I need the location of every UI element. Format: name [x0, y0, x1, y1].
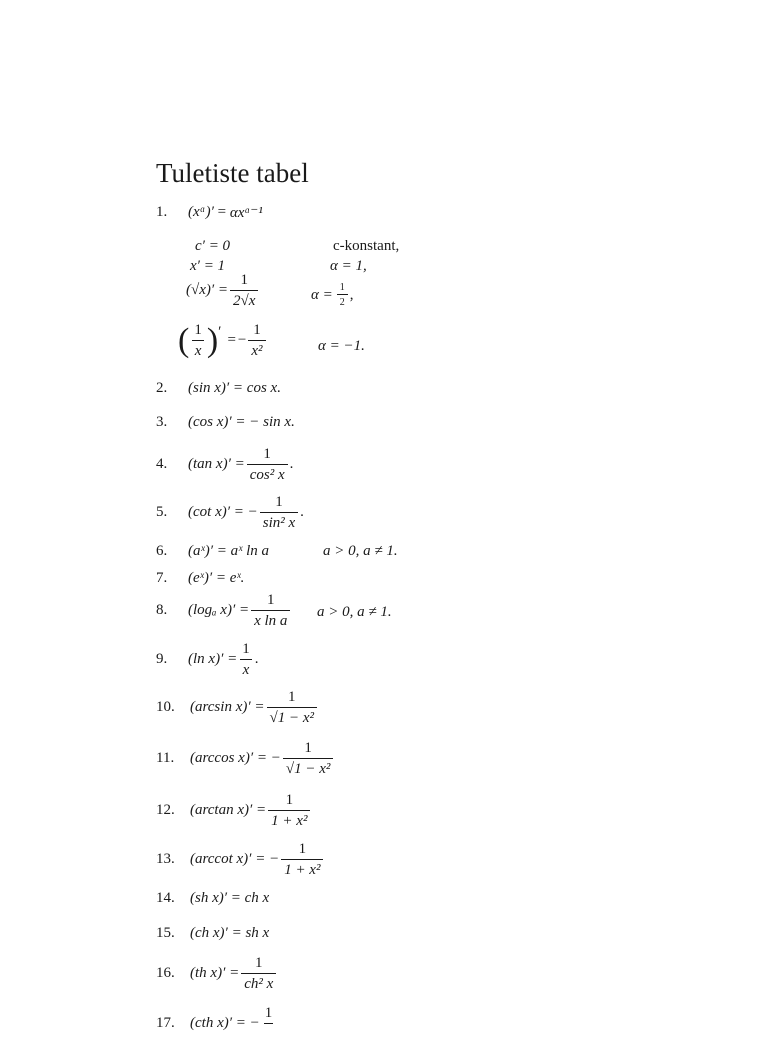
numerator: 1: [272, 494, 286, 512]
formula-lhs: (logₐ x)′ =: [188, 602, 249, 619]
formula-lhs: (tan x)′ =: [188, 456, 245, 473]
numerator: 1: [237, 272, 251, 290]
formula-lhs: (√x)′ =: [186, 282, 228, 299]
formula-row-3: [156, 414, 295, 431]
item-number: 11.: [156, 750, 190, 767]
item-number: 15.: [156, 925, 190, 942]
formula-tail: .: [290, 456, 294, 473]
formula-row-8-condition: [317, 604, 392, 621]
item-number: 6.: [156, 543, 188, 560]
formula-rhs: αxᵅ⁻¹: [230, 203, 263, 222]
denominator: ch² x: [241, 973, 276, 993]
left-paren: (: [178, 324, 189, 358]
formula-lhs: x′ = 1: [190, 258, 225, 274]
condition-text: a > 0, a ≠ 1.: [323, 543, 398, 560]
denominator: x: [240, 659, 253, 679]
condition-lhs: α =: [311, 287, 333, 304]
condition-text: c-konstant,: [333, 238, 399, 254]
formula-lhs: (cot x)′ = −: [188, 504, 258, 521]
condition-text: a > 0, a ≠ 1.: [317, 604, 392, 621]
formula-lhs: (arccot x)′ = −: [190, 851, 279, 868]
formula-text: (eˣ)′ = eˣ.: [188, 570, 244, 587]
item-number: 5.: [156, 504, 188, 521]
special-case-sqrt: [186, 272, 260, 309]
fraction: [241, 955, 276, 992]
formula-lhs: (ln x)′ =: [188, 651, 237, 668]
denominator: sin² x: [260, 512, 298, 532]
formula-tail: .: [300, 504, 304, 521]
formula-row-6: [156, 543, 269, 560]
condition-tail: ,: [350, 287, 354, 304]
equals-sign: =: [214, 204, 230, 221]
special-case-reciprocal-condition: [318, 338, 365, 355]
special-case-sqrt-condition: [311, 282, 354, 308]
fraction: [230, 272, 258, 309]
formula-text: (aˣ)′ = aˣ ln a: [188, 543, 269, 560]
denominator: 1 + x²: [281, 859, 323, 879]
item-number: 1.: [156, 204, 188, 221]
equals-sign: =: [227, 332, 235, 349]
right-paren: ): [207, 324, 218, 358]
formula-row-5: [156, 494, 304, 531]
numerator: 1: [191, 322, 205, 340]
numerator: 1: [285, 689, 299, 707]
numerator: 1: [239, 641, 253, 659]
formula-row-11: [156, 740, 335, 777]
item-number: 2.: [156, 380, 188, 397]
numerator: 1: [301, 740, 315, 758]
denominator: 2: [337, 294, 348, 308]
formula-row-10: [156, 689, 319, 726]
formula-lhs: (arccos x)′ = −: [190, 750, 281, 767]
formula-row-9: [156, 641, 258, 678]
fraction: [239, 641, 253, 678]
item-number: 17.: [156, 1015, 190, 1032]
denominator: x ln a: [251, 610, 290, 630]
page-title: Tuletiste tabel: [156, 158, 309, 189]
formula-lhs: (arcsin x)′ =: [190, 699, 265, 716]
fraction: [247, 446, 288, 483]
formula-row-12: [156, 792, 312, 829]
condition-text: α = 1,: [330, 258, 367, 274]
denominator: √1 − x²: [267, 707, 318, 727]
formula-text: (cos x)′ = − sin x.: [188, 414, 295, 431]
formula-text: (sh x)′ = ch x: [190, 890, 269, 907]
formula-row-15: [156, 925, 269, 942]
formula-lhs: c′ = 0: [195, 238, 230, 254]
formula-text: (sin x)′ = cos x.: [188, 380, 281, 397]
special-case-x-condition: [330, 258, 367, 275]
fraction: [248, 322, 265, 359]
formula-lhs: (cth x)′ = −: [190, 1015, 260, 1032]
item-number: 3.: [156, 414, 188, 431]
formula-row-8: [156, 592, 292, 629]
formula-lhs: (arctan x)′ =: [190, 802, 266, 819]
numerator: 1: [337, 282, 348, 294]
fraction: [283, 740, 334, 777]
item-number: 12.: [156, 802, 190, 819]
fraction: [267, 689, 318, 726]
minus-sign: −: [238, 332, 246, 349]
special-case-constant-condition: [333, 238, 399, 255]
denominator: 2√x: [230, 290, 258, 310]
denominator: x: [192, 340, 205, 360]
item-number: 13.: [156, 851, 190, 868]
numerator: 1: [252, 955, 266, 973]
numerator: 1: [260, 446, 274, 464]
item-number: 7.: [156, 570, 188, 587]
special-case-reciprocal: [178, 322, 268, 359]
fraction: [337, 282, 348, 308]
formula-row-6-condition: [323, 543, 398, 560]
item-number: 9.: [156, 651, 188, 668]
item-number: 8.: [156, 602, 188, 619]
numerator: 1: [296, 841, 310, 859]
denominator: x²: [248, 340, 265, 360]
denominator: 1 + x²: [268, 810, 310, 830]
numerator: 1: [262, 1005, 276, 1023]
item-number: 10.: [156, 699, 190, 716]
denominator: cos² x: [247, 464, 288, 484]
fraction: [260, 494, 298, 531]
formula-tail: .: [255, 651, 259, 668]
fraction: [191, 322, 205, 359]
formula-lhs: (th x)′ =: [190, 965, 239, 982]
formula-row-1: [156, 203, 263, 222]
numerator: 1: [250, 322, 264, 340]
fraction: [268, 792, 310, 829]
condition-text: α = −1.: [318, 338, 365, 354]
item-number: 4.: [156, 456, 188, 473]
numerator: 1: [264, 592, 278, 610]
formula-row-2: [156, 380, 281, 397]
formula-row-4: [156, 446, 293, 483]
formula-row-14: [156, 890, 269, 907]
formula-row-7: [156, 570, 244, 587]
numerator: 1: [283, 792, 297, 810]
formula-text: (ch x)′ = sh x: [190, 925, 269, 942]
formula-row-13: [156, 841, 325, 878]
special-case-constant: [195, 238, 230, 255]
item-number: 14.: [156, 890, 190, 907]
denominator: [264, 1023, 274, 1042]
formula-row-16: [156, 955, 278, 992]
formula-lhs: (xᵅ)′: [188, 204, 214, 221]
prime-mark: ′: [218, 324, 221, 341]
fraction: [251, 592, 290, 629]
item-number: 16.: [156, 965, 190, 982]
fraction: [281, 841, 323, 878]
denominator: √1 − x²: [283, 758, 334, 778]
